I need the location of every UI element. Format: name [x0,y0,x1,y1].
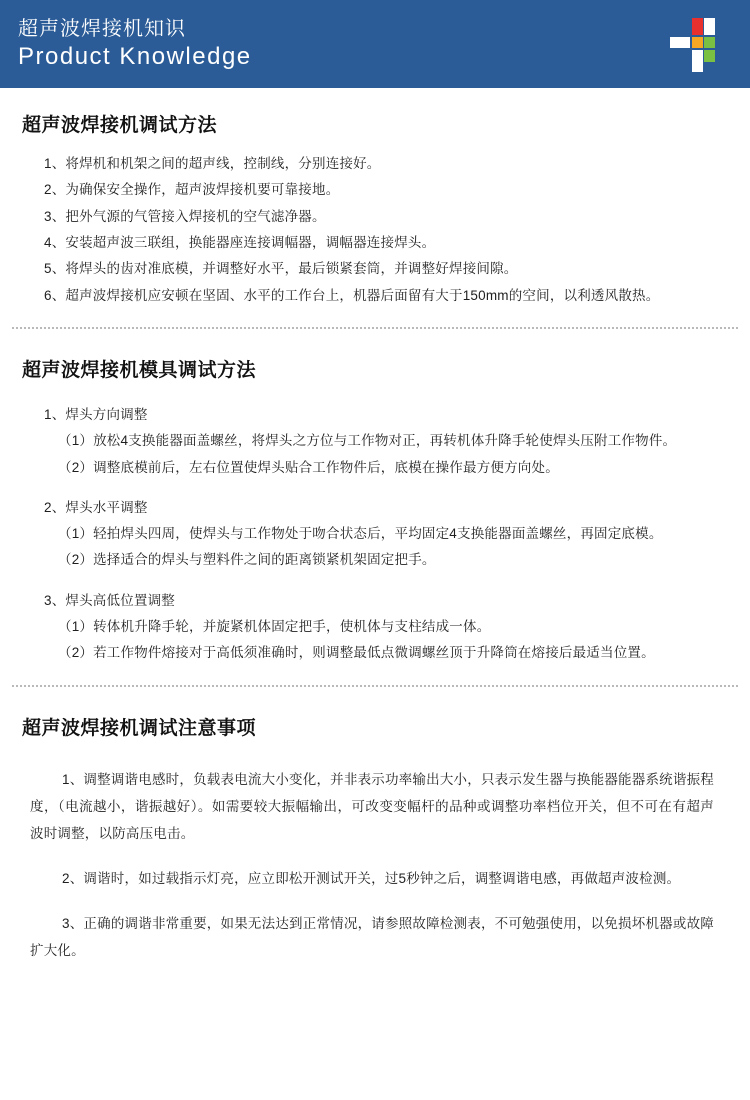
section-title: 超声波焊接机调试方法 [22,115,218,136]
sub-group [22,495,728,574]
header-title-cn: 超声波焊接机知识 [18,17,186,40]
list-item: （1）放松4支换能器面盖螺丝，将焊头之方位与工作物对正，再转机体升降手轮使焊头压附工作物件。 [58,433,677,449]
list-item: （2）选择适合的焊头与塑料件之间的距离锁紧机架固定把手。 [58,552,436,568]
section-title: 超声波焊接机模具调试方法 [22,359,257,381]
header-titles [18,19,252,69]
paragraph: 2、调谐时，如过载指示灯亮，应立即松开测试开关，过5秒钟之后，调整调谐电感，再做超声波检测。 [62,870,681,886]
brand-logo-icon [670,18,724,72]
sub-group-heading: 3、焊头高低位置调整 [44,592,176,608]
list-item: （2）若工作物件熔接对于高低须准确时，则调整最低点微调螺丝顶于升降筒在熔接后最适当位置。 [58,645,655,661]
section-divider [12,685,738,687]
sub-group [22,402,728,481]
paragraph: 1、调整调谐电感时，负载表电流大小变化，并非表示功率输出大小，只表示发生器与换能器能器系统谐振程度，（电流越小，谐振越好）。如需要较大振幅输出，可改变变幅杆的品种或调整功率档位开关，但不可在有超声波时调整，以防高压电击。 [30,771,714,841]
list-item: 3、把外气源的气管接入焊接机的空气滤净器。 [44,208,326,224]
list-item: 5、将焊头的齿对准底模，并调整好水平，最后锁紧套筒，并调整好焊接间隙。 [44,261,518,277]
section-title: 超声波焊接机调试注意事项 [22,717,257,739]
sub-group-heading: 1、焊头方向调整 [44,406,148,422]
section-debug-method [0,110,750,309]
list-item: （1）轻拍焊头四周，使焊头与工作物处于吻合状态后，平均固定4支换能器面盖螺丝，再固定底模。 [58,526,663,542]
list-item: （2）调整底模前后，左右位置使焊头贴合工作物件后，底模在操作最方便方向处。 [58,459,559,475]
section-debug-notes [0,713,750,964]
sub-group [22,588,728,667]
section-mold-debug-method [0,355,750,667]
sub-group-heading: 2、焊头水平调整 [44,499,148,515]
list-item: （1）转体机升降手轮，并旋紧机体固定把手，使机体与支柱结成一体。 [58,619,491,635]
header-title-en: Product Knowledge [18,42,252,70]
list-item: 1、将焊机和机架之间的超声线，控制线，分别连接好。 [44,156,381,171]
list-item: 4、安装超声波三联组，换能器座连接调幅器，调幅器连接焊头。 [44,234,436,250]
list-item: 2、为确保安全操作，超声波焊接机要可靠接地。 [44,182,340,198]
page-header [0,0,750,88]
list-item: 6、超声波焊接机应安顿在坚固、水平的工作台上，机器后面留有大于150mm的空间，以利透风散热。 [44,287,660,303]
section-divider [12,327,738,329]
paragraph: 3、正确的调谐非常重要，如果无法达到正常情况，请参照故障检测表，不可勉强使用，以免损坏机器或故障扩大化。 [30,915,714,958]
